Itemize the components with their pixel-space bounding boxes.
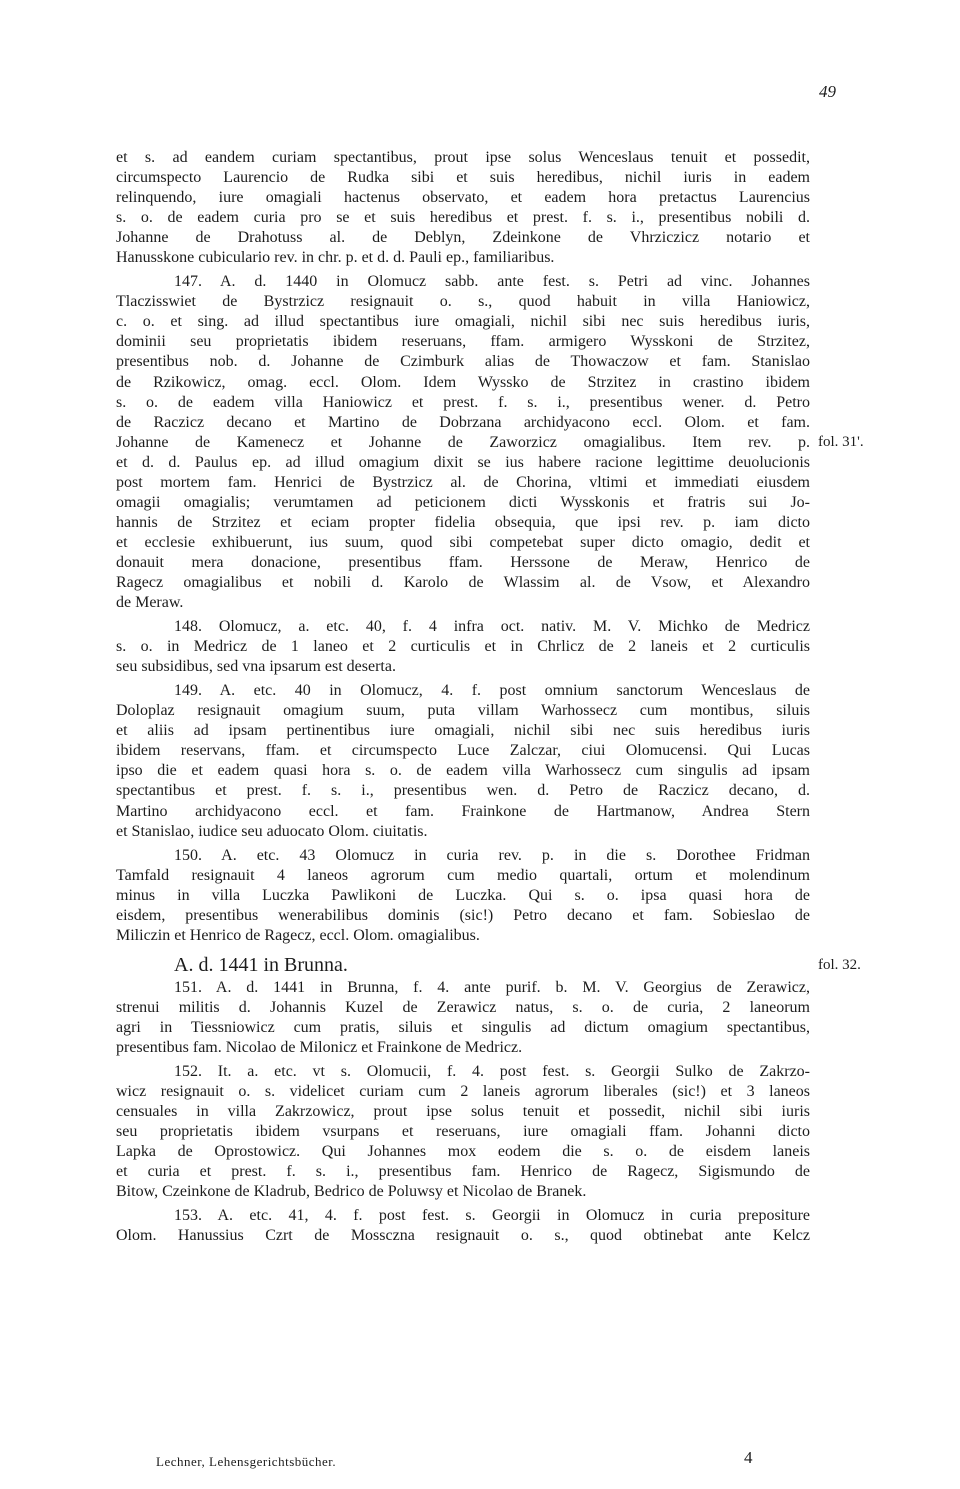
text-line: omagii omagialis; verumtamen ad peticionem dicti Wysskonis et fratris sui Jo-: [116, 493, 810, 511]
text-line: eisdem, presentibus wenerabilibus dominis (sic!) Petro decano et fam. Sobieslao de: [116, 906, 810, 924]
text-line: et Stanislao, iudice seu aduocato Olom. ciuitatis.: [116, 822, 428, 840]
text-line: 147. A. d. 1440 in Olomucz sabb. ante fest. s. Petri ad vinc. Johannes: [174, 273, 810, 291]
text-line: 153. A. etc. 41, 4. f. post fest. s. Georgii in Olomucz in curia prepositure: [174, 1207, 810, 1225]
text-line: s. o. de eadem villa Haniowicz et prest. f. s. i., presentibus wener. d. Petro: [116, 393, 810, 411]
text-line: 152. It. a. etc. vt s. Olomucii, f. 4. post fest. s. Georgii Sulko de Zakrzo-: [174, 1063, 810, 1081]
text-line: et d. d. Paulus ep. ad illud omagium dixit se ius habere racione legittime deuolucionis: [116, 453, 810, 471]
text-line: Martino archidyacono eccl. et fam. Frainkone de Hartmanow, Andrea Stern: [116, 802, 810, 820]
text-line: relinquendo, iure omagiali hactenus observato, et eadem hora pretactus Laurencius: [116, 189, 810, 207]
text-line: donauit mera donacione, presentibus ffam. Herssone de Meraw, Henrico de: [116, 553, 810, 571]
text-line: Lapka de Oprostowicz. Qui Johannes mox eodem die s. o. de eisdem laneis: [116, 1143, 810, 1161]
text-line: spectantibus et prest. f. s. i., presentibus wen. d. Petro de Raczicz decano, d.: [116, 782, 810, 800]
text-line: seu proprietatis ibidem vsurpans et reseruans, iure omagiali ffam. Johanni dicto: [116, 1123, 810, 1141]
text-line: Tamfald resignauit 4 laneos agrorum cum medio quartali, ortum et molendinum: [116, 866, 810, 884]
text-line: de Raczicz decano et Martino de Dobrzana archidyacono eccl. Olom. et fam.: [116, 413, 810, 431]
footer-author: Lechner, Lehensgerichtsbücher.: [156, 1454, 337, 1469]
text-line: 150. A. etc. 43 Olomucz in curia rev. p. in die s. Dorothee Fridman: [174, 846, 810, 864]
text-line: 149. A. etc. 40 in Olomucz, 4. f. post omnium sanctorum Wenceslaus de: [174, 682, 810, 700]
text-line: agri in Tiessniowicz cum pratis, siluis et singulis ad dictum omagium spectantibus,: [116, 1018, 810, 1036]
text-line: s. o. de eadem curia pro se et suis heredibus et prest. f. s. i., presentibus nobili d.: [116, 209, 810, 227]
text-line: dominii seu proprietatis ibidem reseruans, ffam. armigero Wysskoni de Strzitez,: [116, 333, 810, 351]
text-line: c. o. et sing. ad illud spectantibus iure omagiali, nichil sibi nec suis heredibus iuris,: [116, 313, 810, 331]
text-line: censuales in villa Zakrzowicz, prout ipse solus tenuit et possedit, nichil sibi iuris: [116, 1103, 810, 1121]
text-line: Hanusskone cubiculario rev. in chr. p. et d. d. Pauli ep., familiaribus.: [116, 249, 555, 267]
text-line: Bitow, Czeinkone de Kladrub, Bedrico de Poluwsy et Nicolao de Branek.: [116, 1183, 587, 1201]
text-line: de Rzikowicz, omag. eccl. Olom. Idem Wyssko de Strzitez in crastino ibidem: [116, 373, 810, 391]
signature-mark: 4: [744, 1448, 753, 1467]
text-line: Johanne de Kamenecz et Johanne de Zaworzicz omagialibus. Item rev. p.: [116, 433, 810, 451]
text-line: Miliczin et Henrico de Ragecz, eccl. Olom. omagialibus.: [116, 926, 480, 944]
text-line: Olom. Hanussius Czrt de Mossczna resignauit o. s., quod obtinebat ante Kelcz: [116, 1227, 810, 1245]
text-section-after: [116, 978, 810, 1247]
text-line: ibidem reservans, ffam. et circumspecto Luce Zalczar, ciui Olomucensi. Qui Lucas: [116, 742, 810, 760]
text-line: Ragecz omagialibus et nobili d. Karolo de Wlassim al. de Vsow, et Alexandro: [116, 573, 810, 591]
text-line: hannis de Strzitez et eciam propter fidelia obsequia, que ipsi rev. p. iam dicto: [116, 513, 810, 531]
document-body: [116, 148, 810, 1246]
text-line: et curia et prest. f. s. i., presentibus fam. Henrico de Ragecz, Sigismundo de: [116, 1163, 810, 1181]
margin-note-fol-32: fol. 32.: [818, 956, 861, 973]
margin-note-fol-31: fol. 31'.: [818, 433, 864, 450]
text-line: minus in villa Luczka Pawlikoni de Luczka. Qui s. o. ipsa quasi hora de: [116, 886, 810, 904]
text-section-before: [116, 148, 810, 946]
text-line: post mortem fam. Henrici de Bystrzicz al. de Chorina, vltimi et immediati eiusdem: [116, 473, 810, 491]
section-heading: A. d. 1441 in Brunna.: [174, 953, 348, 976]
page-number: 49: [819, 82, 836, 101]
text-line: 151. A. d. 1441 in Brunna, f. 4. ante purif. b. M. V. Georgius de Zerawicz,: [174, 978, 810, 996]
text-line: 148. Olomucz, a. etc. 40, f. 4 infra oct. nativ. M. V. Michko de Medricz: [174, 618, 810, 636]
text-line: Johanne de Drahotuss al. de Deblyn, Zdeinkone de Vhrziczicz notario et: [116, 229, 810, 247]
text-line: circumspecto Laurencio de Rudka sibi et suis heredibus, nichil iuris in eadem: [116, 169, 810, 187]
text-line: wicz resignauit o. s. videlicet curiam cum 2 laneis agrorum liberales (sic!) et 3 laneos: [116, 1083, 810, 1101]
text-line: Tlaczisswiet de Bystrzicz resignauit o. s., quod habuit in villa Haniowicz,: [116, 293, 810, 311]
text-line: presentibus fam. Nicolao de Milonicz et Frainkone de Medricz.: [116, 1038, 523, 1056]
text-line: ipso die et eadem quasi hora s. o. de eadem villa Warhossecz cum singulis ad ipsam: [116, 762, 810, 780]
text-line: seu subsidibus, sed vna ipsarum est deserta.: [116, 658, 396, 676]
text-line: de Meraw.: [116, 594, 184, 612]
text-line: et aliis ad ipsam pertinentibus iure omagiali, nichil sibi nec suis heredibus iuris: [116, 722, 810, 740]
text-line: et s. ad eandem curiam spectantibus, prout ipse solus Wenceslaus tenuit et possedit,: [116, 149, 810, 166]
text-line: presentibus nob. d. Johanne de Czimburk alias de Thowaczow et fam. Stanislao: [116, 353, 810, 371]
text-line: Doloplaz resignauit omagium suum, puta villam Warhossecz cum montibus, siluis: [116, 702, 810, 720]
text-line: et ecclesie exhibuerunt, ius suum, quod sibi competebat super dicto omagio, dedit et: [116, 533, 810, 551]
text-line: s. o. in Medricz de 1 laneo et 2 curticulis et in Chrlicz de 2 laneis et 2 curticulis: [116, 638, 810, 656]
text-line: strenui militis d. Johannis Kuzel de Zerawicz natus, s. o. de curia, 2 laneorum: [116, 998, 810, 1016]
